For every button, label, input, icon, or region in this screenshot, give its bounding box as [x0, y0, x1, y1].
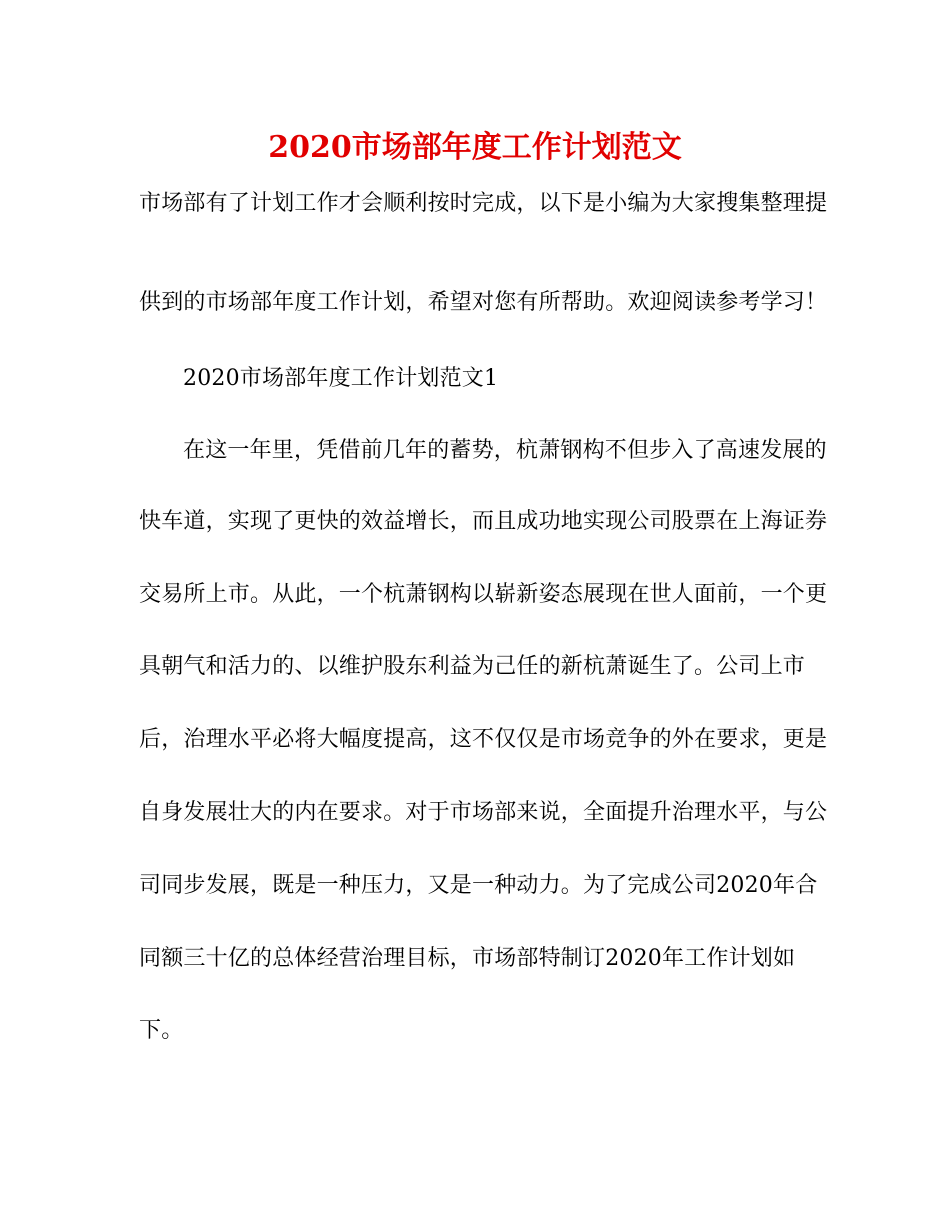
- intro-line-2: 供到的市场部年度工作计划，希望对您有所帮助。欢迎阅读参考学习！: [139, 290, 828, 315]
- document-title: 2020市场部年度工作计划范文: [268, 130, 682, 165]
- body-line-4: 具朝气和活力的、以维护股东利益为己任的新杭萧诞生了。公司上市: [139, 654, 806, 679]
- body-line-5: 后，治理水平必将大幅度提高，这不仅仅是市场竞争的外在要求，更是: [139, 727, 828, 752]
- body-line-2: 快车道，实现了更快的效益增长，而且成功地实现公司股票在上海证券: [139, 509, 828, 534]
- body-line-8: 同额三十亿的总体经营治理目标，市场部特制订2020年工作计划如: [139, 946, 796, 971]
- body-line-7: 司同步发展，既是一种压力，又是一种动力。为了完成公司2020年合: [139, 873, 818, 898]
- body-line-9: 下。: [139, 1018, 184, 1043]
- body-line-6: 自身发展壮大的内在要求。对于市场部来说，全面提升治理水平，与公: [139, 800, 828, 825]
- section-heading: 2020市场部年度工作计划范文1: [183, 366, 499, 391]
- body-line-3: 交易所上市。从此，一个杭萧钢构以崭新姿态展现在世人面前，一个更: [139, 582, 828, 607]
- intro-line-1: 市场部有了计划工作才会顺利按时完成，以下是小编为大家搜集整理提: [139, 191, 828, 216]
- body-line-1: 在这一年里，凭借前几年的蓄势，杭萧钢构不但步入了高速发展的: [183, 438, 827, 463]
